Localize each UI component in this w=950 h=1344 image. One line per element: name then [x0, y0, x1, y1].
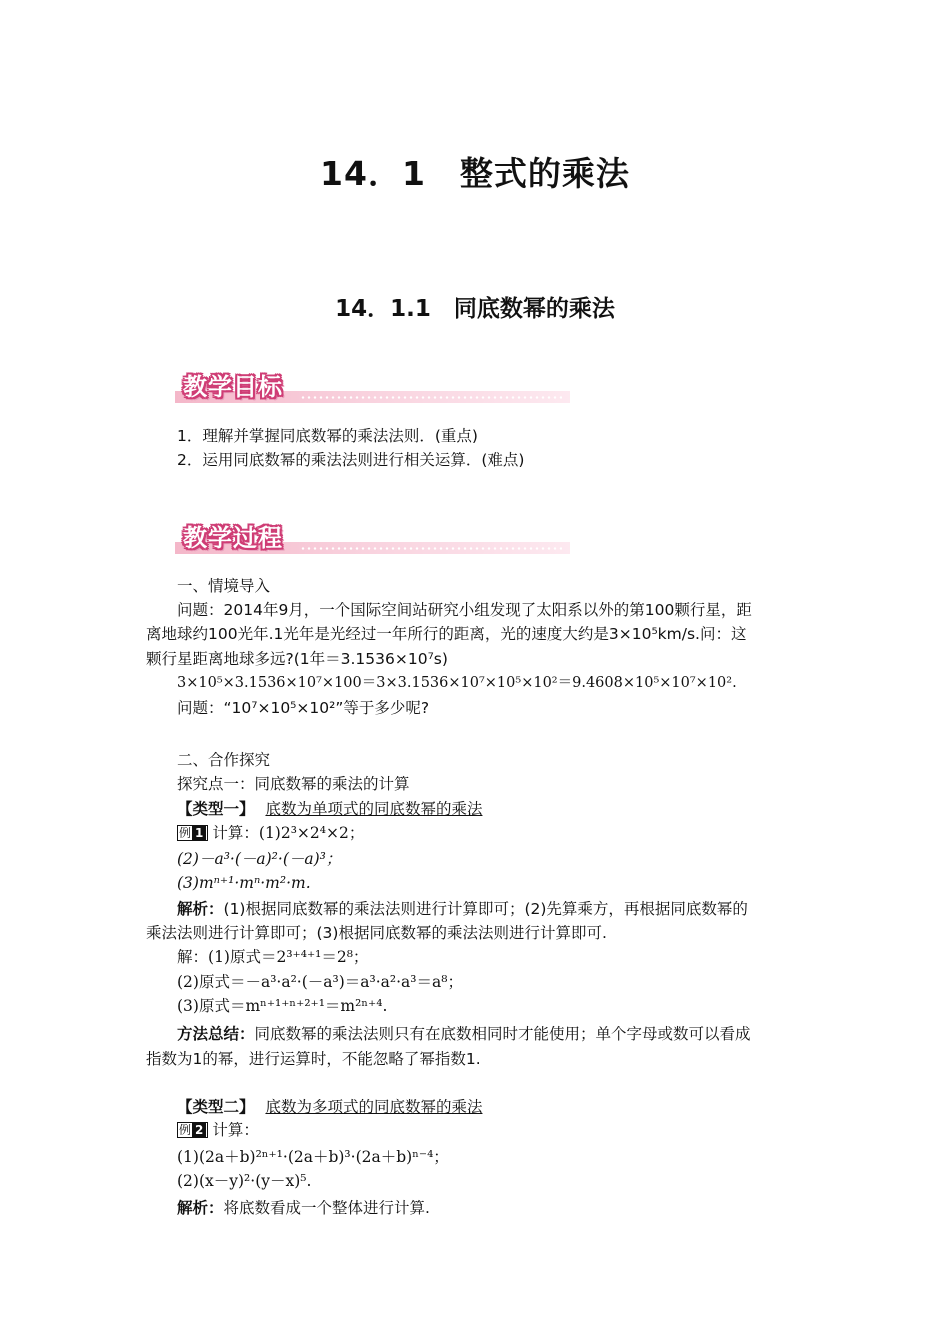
example-tag-label: 例	[179, 826, 192, 840]
solution-step: (1)原式＝2³⁺⁴⁺¹＝2⁸；	[208, 948, 369, 966]
analysis-label: 解析：	[177, 1199, 224, 1217]
type-bracket: 【类型二】	[177, 1098, 255, 1116]
example-tag-number: 2	[192, 1123, 206, 1137]
solution-step: (2)原式＝－a³·a²·(－a³)＝a³·a²·a³＝a⁸；	[177, 973, 463, 991]
analysis-text: 将底数看成一个整体进行计算.	[223, 1199, 430, 1217]
explore-point-1: 探究点一：同底数幂的乘法的计算	[177, 775, 410, 793]
intro-problem-cont	[146, 622, 806, 646]
analysis-text: 乘法法则进行计算即可；(3)根据同底数幂的乘法法则进行计算即可.	[146, 924, 607, 942]
analysis-text: (1)根据同底数幂的乘法法则进行计算即可；(2)先算乘方，再根据同底数幂的	[223, 900, 748, 918]
example-prompt: 计算：	[212, 824, 259, 842]
goal-item: 2．运用同底数幂的乘法法则进行相关运算．(难点)	[177, 451, 525, 469]
type-title: 底数为多项式的同底数幂的乘法	[265, 1098, 483, 1116]
example-q: (1)(2a＋b)²ⁿ⁺¹·(2a＋b)³·(2a＋b)ⁿ⁻⁴；	[177, 1148, 449, 1166]
explore-heading: 二、合作探究	[177, 751, 271, 769]
example-q: (2)－a³·(－a)²·(－a)³；	[177, 850, 342, 868]
example-1	[177, 823, 364, 843]
intro-calculation: 3×10⁵×3.1536×10⁷×100＝3×3.1536×10⁷×10⁵×10²＝9.4608×10⁵×10⁷×10².	[177, 675, 737, 691]
problem-line: 离地球约100光年.1光年是光经过一年所行的距离，光的速度大约是3×10⁵km/s.问：这	[146, 625, 747, 643]
solution-label: 解：	[177, 948, 209, 966]
type-title: 底数为单项式的同底数幂的乘法	[265, 800, 483, 818]
analysis-1-cont	[146, 921, 806, 945]
analysis-label: 解析：	[177, 900, 224, 918]
problem-line: 问题：2014年9月，一个国际空间站研究小组发现了太阳系以外的第100颗行星，距	[177, 601, 752, 619]
problem-line: 颗行星距离地球多远?(1年＝3.1536×10⁷s)	[146, 650, 448, 668]
example-tag	[177, 1122, 208, 1138]
example-q: (3)mⁿ⁺¹·mⁿ·m²·m.	[177, 874, 311, 892]
page-title: 14．1 整式的乘法	[320, 154, 630, 193]
example-q: (1)2³×2⁴×2；	[258, 824, 365, 842]
type-1-heading	[177, 799, 482, 819]
solution-1	[177, 947, 368, 967]
intro-problem	[146, 598, 806, 622]
example-q: (2)(x－y)²·(y－x)⁵.	[177, 1172, 312, 1190]
intro-question: 问题：“10⁷×10⁵×10²”等于多少呢?	[177, 699, 430, 717]
banner-dots	[300, 396, 562, 399]
type-2-heading	[177, 1097, 482, 1117]
intro-problem-cont	[146, 647, 806, 671]
banner-label: 教学目标	[183, 373, 283, 401]
method-summary	[146, 1022, 806, 1046]
goal-item: 1．理解并掌握同底数幂的乘法法则．(重点)	[177, 427, 478, 445]
example-prompt: 计算：	[212, 1121, 259, 1139]
intro-heading: 一、情境导入	[177, 577, 271, 595]
summary-text: 同底数幂的乘法法则只有在底数相同时才能使用；单个字母或数可以看成	[254, 1025, 751, 1043]
summary-label: 方法总结：	[177, 1025, 255, 1043]
example-tag	[177, 825, 208, 841]
method-summary-cont	[146, 1047, 806, 1071]
banner-label: 教学过程	[183, 524, 283, 552]
banner-dots	[300, 547, 562, 550]
example-tag-number: 1	[192, 826, 206, 840]
example-2	[177, 1120, 259, 1140]
analysis-1	[146, 897, 806, 921]
type-bracket: 【类型一】	[177, 800, 255, 818]
section-subtitle: 14．1.1 同底数幂的乘法	[335, 296, 615, 322]
example-tag-label: 例	[179, 1123, 192, 1137]
teaching-process-banner	[175, 518, 570, 556]
analysis-2	[177, 1198, 430, 1218]
summary-text: 指数为1的幂，进行运算时，不能忽略了幂指数1.	[146, 1050, 481, 1068]
solution-step: (3)原式＝mⁿ⁺¹⁺ⁿ⁺²⁺¹＝m²ⁿ⁺⁴.	[177, 997, 388, 1015]
teaching-goals-banner	[175, 367, 570, 405]
